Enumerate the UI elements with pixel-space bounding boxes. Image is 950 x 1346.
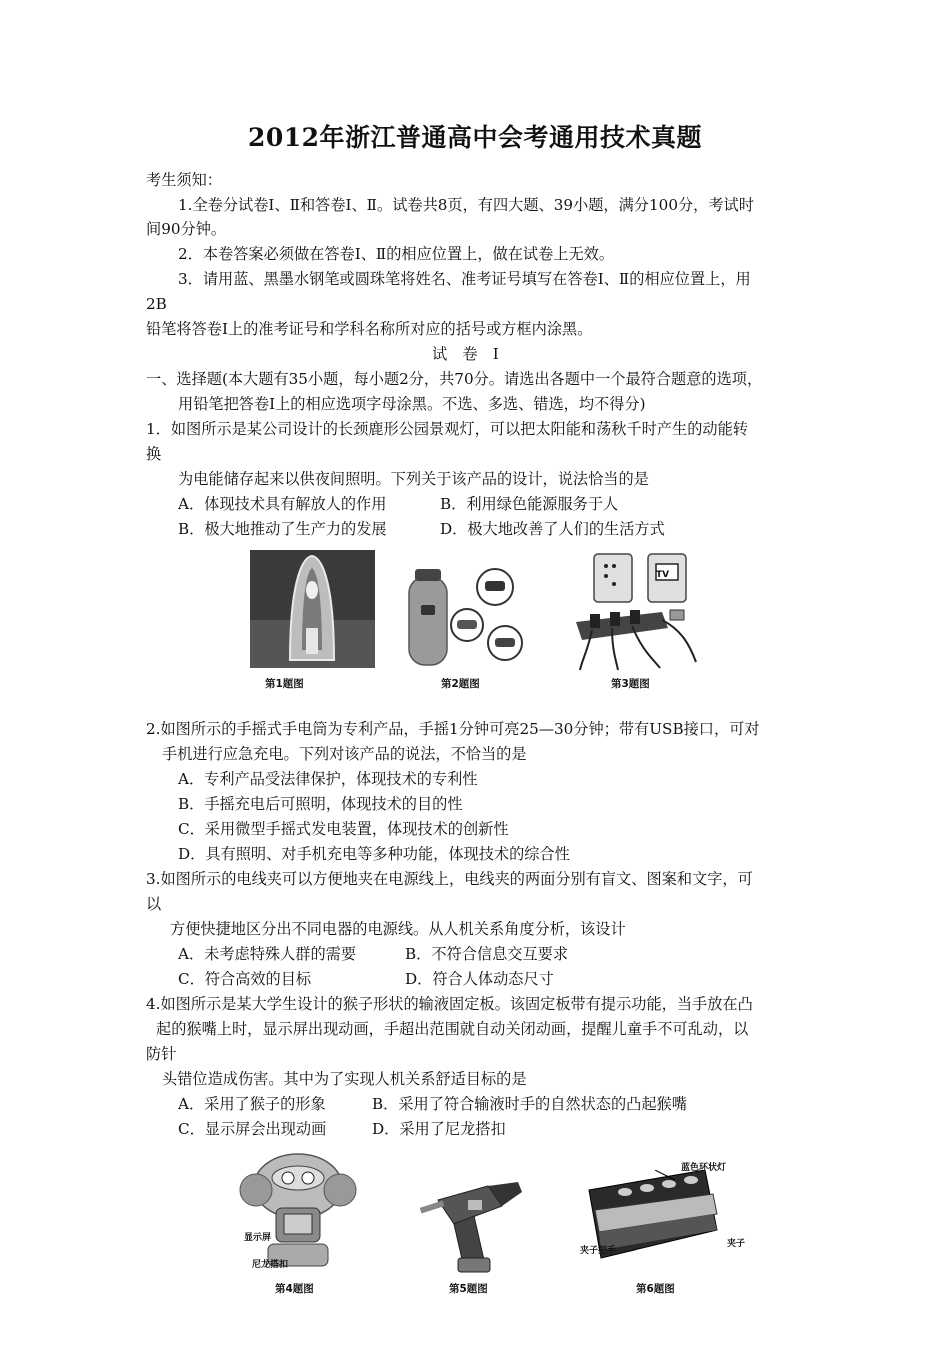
figure-6-label-clip: 夹子 <box>727 1239 746 1249</box>
q1-stem: 1．如图所示是某公司设计的长颈鹿形公园景观灯，可以把太阳能和荡秋千时产生的动能转 <box>146 420 748 438</box>
figure-4-caption: 第4题图 <box>275 1283 314 1295</box>
q2-option-a: A．专利产品受法律保护，体现技术的专利性 <box>178 770 478 788</box>
figure-1-image <box>250 550 375 668</box>
q2-option-c: C．采用微型手摇式发电装置，体现技术的创新性 <box>178 820 509 838</box>
q3-stem-cont: 以 <box>146 895 162 913</box>
part1-instruction: 一、选择题(本大题有35小题，每小题2分，共70分。请选出各题中一个最符合题意的选项， <box>146 370 763 388</box>
q4-option-a: A．采用了猴子的形象 <box>178 1095 326 1113</box>
figure-6-caption: 第6题图 <box>636 1283 675 1295</box>
q3-option-c: C．符合高效的目标 <box>178 970 312 988</box>
q2-option-d: D．具有照明、对手机充电等多种功能，体现技术的综合性 <box>178 845 570 863</box>
notice-heading: 考生须知： <box>146 171 222 189</box>
figure-5-caption: 第5题图 <box>449 1283 488 1295</box>
figure-2-image <box>405 565 525 675</box>
q1-option-d: D．极大地改善了人们的生活方式 <box>440 520 665 538</box>
q3-option-b: B．不符合信息交互要求 <box>405 945 569 963</box>
part1-instruction-cont: 用铅笔把答卷Ⅰ上的相应选项字母涂黑。不选、多选、错选，均不得分) <box>178 395 646 413</box>
notice-line-3-cont: 2B <box>146 295 167 313</box>
notice-line-3-end: 铅笔将答卷Ⅰ上的准考证号和学科名称所对应的括号或方框内涂黑。 <box>146 320 593 338</box>
q1-option-b: B．利用绿色能源服务于人 <box>440 495 619 513</box>
q4-stem: 4.如图所示是某大学生设计的猴子形状的输液固定板。该固定板带有提示功能，当手放在凸 <box>146 995 753 1013</box>
notice-line-1-cont: 间90分钟。 <box>146 220 227 238</box>
q1-stem-end: 为电能储存起来以供夜间照明。下列关于该产品的设计，说法恰当的是 <box>178 470 649 488</box>
notice-line-1: 1.全卷分试卷Ⅰ、Ⅱ和答卷Ⅰ、Ⅱ。试卷共8页，有四大题、39小题，满分100分，考试时 <box>178 196 754 214</box>
q1-option-c: B．极大地推动了生产力的发展 <box>178 520 387 538</box>
q4-stem-cont: 起的猴嘴上时，显示屏出现动画，手超出范围就自动关闭动画，提醒儿童手不可乱动，以 <box>156 1020 749 1038</box>
figure-2-caption: 第2题图 <box>441 678 480 690</box>
figure-3-tv-label: TV <box>656 570 670 580</box>
q4-option-d: D．采用了尼龙搭扣 <box>372 1120 506 1138</box>
page-title: 2012年浙江普通高中会考通用技术真题 <box>247 123 703 152</box>
figure-4-label-screen: 显示屏 <box>244 1233 272 1243</box>
figure-3-caption: 第3题图 <box>611 678 650 690</box>
notice-line-2: 2．本卷答案必须做在答卷Ⅰ、Ⅱ的相应位置上，做在试卷上无效。 <box>178 245 615 263</box>
q2-stem-cont: 手机进行应急充电。下列对该产品的说法，不恰当的是 <box>162 745 527 763</box>
q3-option-d: D．符合人体动态尺寸 <box>405 970 554 988</box>
q2-option-b: B．手摇充电后可照明，体现技术的目的性 <box>178 795 463 813</box>
q3-stem-end: 方便快捷地区分出不同电器的电源线。从人机关系角度分析，该设计 <box>170 920 626 938</box>
figure-3-image <box>572 550 702 672</box>
q3-option-a: A．未考虑特殊人群的需要 <box>178 945 357 963</box>
q2-stem: 2.如图所示的手摇式手电筒为专利产品，手摇1分钟可亮25—30分钟；带有USB接口，可对 <box>146 720 760 738</box>
notice-line-3: 3．请用蓝、黑墨水钢笔或圆珠笔将姓名、准考证号填写在答卷Ⅰ、Ⅱ的相应位置上，用 <box>178 270 751 288</box>
figure-6-label-blue-light: 蓝色环状灯 <box>681 1163 727 1173</box>
figure-6-label-clip-handle: 夹子把手 <box>580 1246 617 1256</box>
q4-stem-end: 头错位造成伤害。其中为了实现人机关系舒适目标的是 <box>162 1070 527 1088</box>
section-title: 试 卷 Ⅰ <box>432 345 499 363</box>
q1-stem-cont: 换 <box>146 445 162 463</box>
figure-4-label-velcro: 尼龙搭扣 <box>252 1260 289 1270</box>
q3-stem: 3.如图所示的电线夹可以方便地夹在电源线上，电线夹的两面分别有盲文、图案和文字，可 <box>146 870 753 888</box>
figure-1-caption: 第1题图 <box>265 678 304 690</box>
q1-option-a: A．体现技术具有解放人的作用 <box>178 495 387 513</box>
figure-5-image <box>418 1180 528 1275</box>
q4-option-b: B．采用了符合输液时手的自然状态的凸起猴嘴 <box>372 1095 687 1113</box>
q4-option-c: C．显示屏会出现动画 <box>178 1120 327 1138</box>
q4-stem-cont-2: 防针 <box>146 1045 177 1063</box>
figure-6-image <box>585 1170 725 1275</box>
